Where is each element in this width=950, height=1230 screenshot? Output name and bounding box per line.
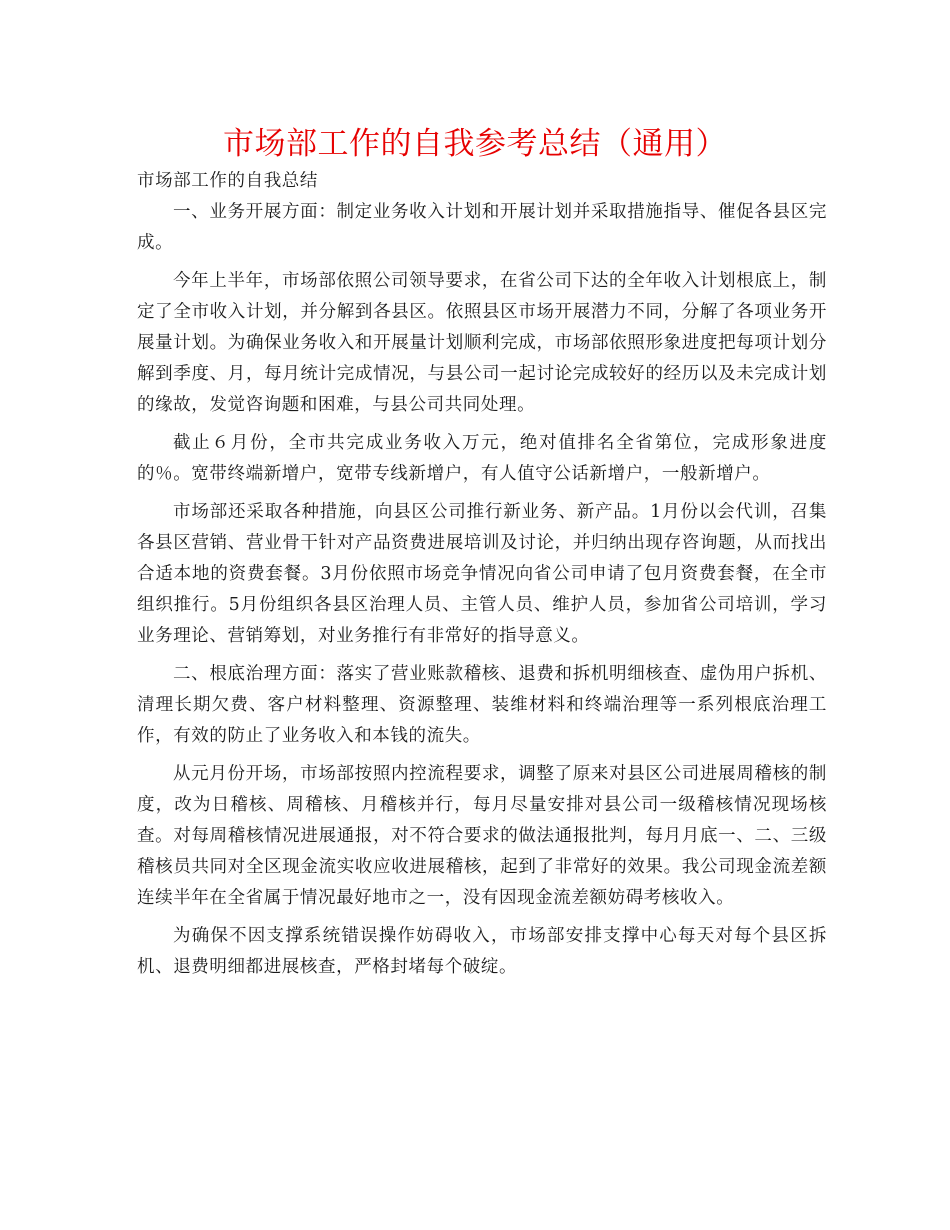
paragraph-basic-management: 二、根底治理方面：落实了营业账款稽核、退费和拆机明细核查、虚伪用户拆机、清理长期欠费、客户材料整理、资源整理、装维材料和终端治理等一系列根底治理工作，有效的防止了业务收入和本钱的流失。 [137, 664, 827, 746]
paragraph-new-products: 市场部还采取各种措施，向县区公司推行新业务、新产品。1月份以会代训，召集各县区营销、营业骨干针对产品资费进展培训及讨论，并归纳出现存咨询题，从而找出合适本地的资费套餐。3月份依照市场竞争情况向省公司申请了包月资费套餐，在全市组织推行。5月份组织各县区治理人员、主管人员、维护人员，参加省公司培训，学习业务理论、营销筹划，对业务推行有非常好的指导意义。 [137, 502, 827, 646]
document-body [137, 166, 827, 990]
document-subtitle: 市场部工作的自我总结 [137, 171, 318, 191]
paragraph-june-results: 截止６月份，全市共完成业务收入万元，绝对值排名全省第位，完成形象进度的％。宽带终端新增户，宽带专线新增户，有人值守公话新增户，一般新增户。 [137, 433, 827, 484]
document-title: 市场部工作的自我参考总结（通用） [223, 126, 727, 162]
paragraph-support-system: 为确保不因支撑系统错误操作妨碍收入，市场部安排支撑中心每天对每个县区拆机、退费明细都进展核查，严格封堵每个破绽。 [137, 926, 827, 977]
paragraph-business-development: 一、业务开展方面：制定业务收入计划和开展计划并采取措施指导、催促各县区完成。 [137, 202, 827, 253]
paragraph-first-half-plan: 今年上半年，市场部依照公司领导要求，在省公司下达的全年收入计划根底上，制定了全市收入计划，并分解到各县区。依照县区市场开展潜力不同，分解了各项业务开展量计划。为确保业务收入和开展量计划顺利完成，市场部依照形象进度把每项计划分解到季度、月，每月统计完成情况，与县公司一起讨论完成较好的经历以及未完成计划的缘故，发觉咨询题和困难，与县公司共同处理。 [137, 271, 827, 415]
paragraph-audit-system: 从元月份开场，市场部按照内控流程要求，调整了原来对县区公司进展周稽核的制度，改为日稽核、周稽核、月稽核并行，每月尽量安排对县公司一级稽核情况现场核查。对每周稽核情况进展通报，对不符合要求的做法通报批判，每月月底一、二、三级稽核员共同对全区现金流实收应收进展稽核，起到了非常好的效果。我公司现金流差额连续半年在全省属于情况最好地市之一，没有因现金流差额妨碍考核收入。 [137, 764, 827, 908]
